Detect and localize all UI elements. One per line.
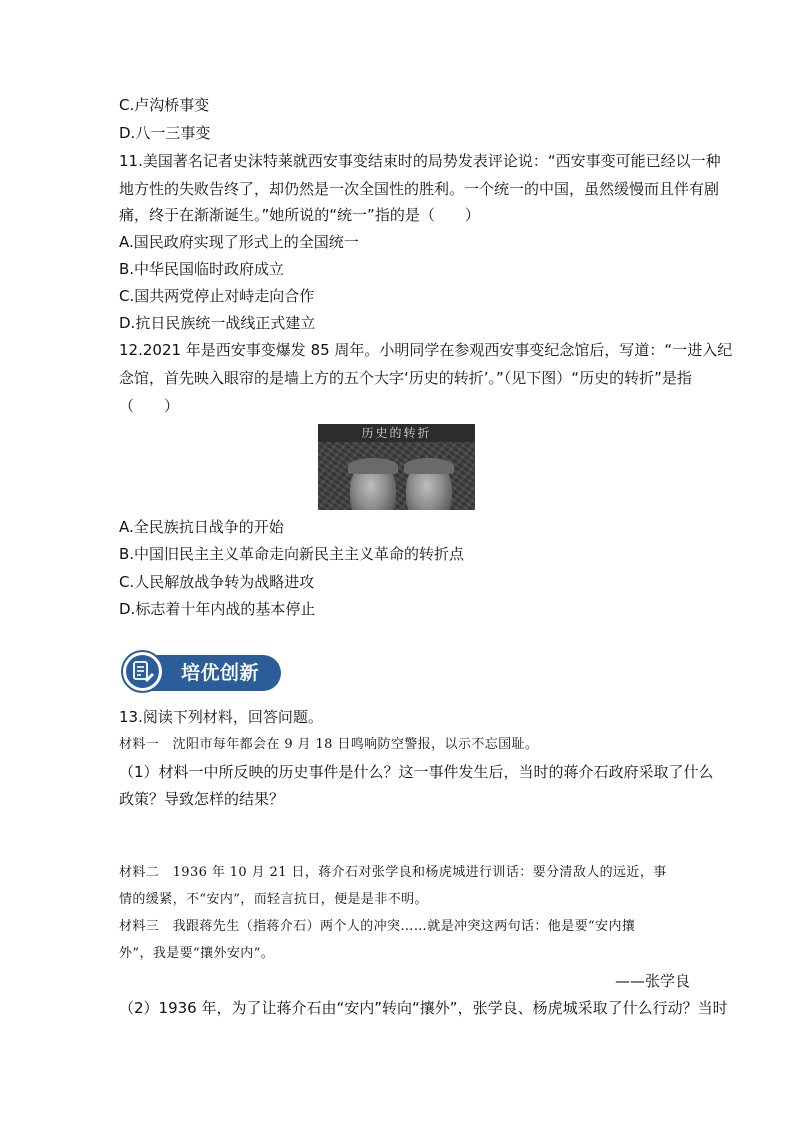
question-line: 13.阅读下列材料，回答问题。 bbox=[119, 708, 323, 726]
question-line: C.卢沟桥事变 bbox=[119, 96, 210, 114]
question-line: 痛，终于在渐渐诞生。”她所说的“统一”指的是（ ） bbox=[119, 206, 480, 224]
material-line: 材料一 沈阳市每年都会在 9 月 18 日鸣响防空警报，以示不忘国耻。 bbox=[119, 737, 539, 752]
question-line: （2）1936 年，为了让蒋介石由“安内”转向“攘外”，张学良、杨虎城采取了什么行动？当时 bbox=[119, 999, 728, 1017]
question-line: 11.美国著名记者史沫特莱就西安事变结束时的局势发表评论说：“西安事变可能已经以一种 bbox=[119, 152, 721, 170]
banner-title: 培优创新 bbox=[181, 662, 260, 684]
option-line: C.国共两党停止对峙走向合作 bbox=[119, 287, 315, 305]
memorial-photo bbox=[318, 424, 475, 510]
option-line: A.国民政府实现了形式上的全国统一 bbox=[119, 233, 359, 251]
option-line: C.人民解放战争转为战略进攻 bbox=[119, 573, 315, 591]
question-line: 地方性的失败告终了，却仍然是一次全国性的胜利。一个统一的中国，虽然缓慢而且伴有剧 bbox=[119, 180, 720, 198]
question-line: （ ） bbox=[119, 397, 180, 415]
question-line: 12.2021 年是西安事变爆发 85 周年。小明同学在参观西安事变纪念馆后，写道：“一进入纪 bbox=[119, 341, 733, 359]
option-line: B.中国旧民主主义革命走向新民主主义革命的转折点 bbox=[119, 545, 465, 563]
photo-relief bbox=[318, 442, 475, 510]
question-line: （1）材料一中所反映的历史事件是什么？这一事件发生后，当时的蒋介石政府采取了什么 bbox=[119, 763, 714, 781]
question-line: 念馆，首先映入眼帘的是墙上方的五个大字‘历史的转折’。”（见下图）“历史的转折”是指 bbox=[119, 369, 692, 387]
option-line: D.标志着十年内战的基本停止 bbox=[119, 600, 316, 618]
attribution: ——张学良 bbox=[614, 972, 690, 990]
material-line: 外”，我是要“攘外安内”。 bbox=[119, 946, 275, 961]
material-line: 情的缓紧，不“安内”，而轻言抗日，便是是非不明。 bbox=[119, 892, 428, 907]
question-line: D.八一三事变 bbox=[119, 124, 211, 142]
relief-cap-right bbox=[404, 458, 454, 474]
document-pen-icon bbox=[130, 659, 156, 685]
option-line: B.中华民国临时政府成立 bbox=[119, 260, 285, 278]
section-banner bbox=[121, 650, 281, 695]
material-line: 材料二 1936 年 10 月 21 日，蒋介石对张学良和杨虎城进行训话：要分清敌人的远近，事 bbox=[119, 865, 667, 880]
relief-cap-left bbox=[348, 458, 398, 474]
question-line: 政策？导致怎样的结果？ bbox=[119, 790, 285, 808]
option-line: A.全民族抗日战争的开始 bbox=[119, 518, 284, 536]
photo-caption: 历史的转折 bbox=[318, 424, 475, 442]
material-line: 材料三 我跟蒋先生（指蒋介石）两个人的冲突……就是冲突这两句话：他是要“安内攘 bbox=[119, 919, 636, 934]
option-line: D.抗日民族统一战线正式建立 bbox=[119, 314, 316, 332]
